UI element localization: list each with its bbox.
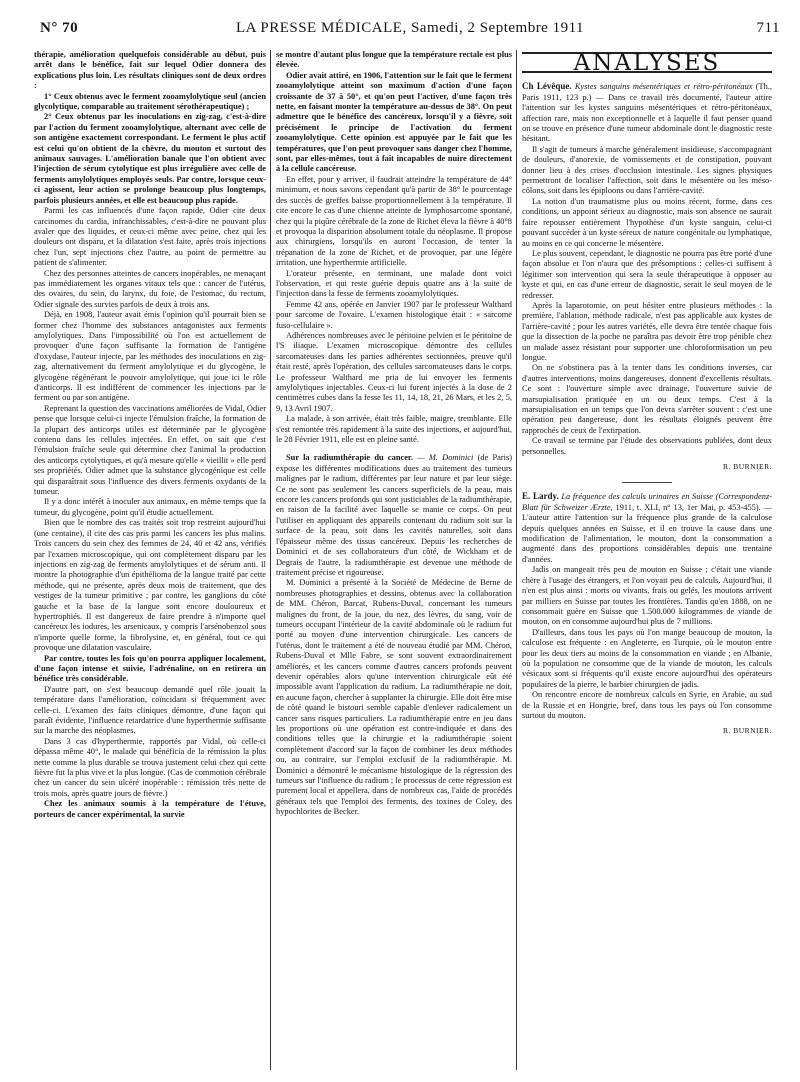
paragraph: Odier avait attiré, en 1906, l'attention sur le fait que le ferment zooamylolytique atteint son maximum d'action d'une façon croissante de 37 à 50°, et qu'on peut l'activer, d'une façon très nette, en faisant monter la température au-dessus de 38°. On peut admettre que le bénéfice des cancéreux, lorsqu'il y a fièvre, soit précisément le principe de l'activation du ferment zooamylolytique. Cette opinion est appuyée par le fait que les températures, que l'on peut provoquer sans danger chez l'homme, sont, par elles-mêmes, tout à fait incapables de nuire directement à la cellule cancéreuse. — [276, 70, 512, 174]
column-rule-left — [270, 50, 271, 1070]
article-title: Sur la radiumthérapie du cancer. — [286, 453, 413, 463]
analysis-title: La fréquence des calculs urinaires en Suisse — [561, 492, 713, 502]
analysis-author: Ch Lévêque. — [522, 81, 572, 92]
column-rule-right — [516, 50, 517, 1070]
paragraph: On ne s'obstinera pas à la tenter dans les conditions inverses, car d'autres interventions, moins dangereuses, donnent d'excellents résultats. Ce sont : l'ouverture simple avec drainage, l'ouverture suivie de marsupialisation pratiquée en un ou deux temps. C'est à la marsupialisation en un temps que l'on devra s'arrêter souvent : c'est une opération peu dangereuse, dont les résultats éloignés peuvent être rapprochés de ceux de l'extirpation. — [522, 363, 772, 435]
issue-number: N° 70 — [40, 20, 79, 36]
paragraph: Il s'agit de tumeurs à marche généralement insidieuse, s'accompagnant de douleurs, d'anorexie, de vomissements et de constipation, pouvant donner lieu à des crises d'occlusion intestinale. Les signes physiques permettront de localiser l'affection, soit dans le mésentère ou les méso-côlons, soit dans les épiploons ou dans l'arrière-cavité. — [522, 144, 772, 196]
analysis-intro — [522, 491, 772, 565]
column-2 — [276, 50, 512, 818]
analysis-intro — [522, 81, 772, 144]
analysis-body: Dans ce travail très documenté, l'auteur attire l'attention sur les kystes sanguins mésentériques et rétro-péritonéaux, affection rare, mais non exceptionnelle et à laquelle il faut penser quand on se trouve en présence d'une tumeur abdominale dont le diagnostic reste hésitant. — [522, 92, 773, 144]
paragraph: En effet, pour y arriver, il faudrait atteindre la température de 44° minimum, et nous savons cependant qu'à partir de 38° le pourcentage des succès de greffes baisse proportionnellement à la température. Il cite encore le cas d'une chienne atteinte de lymphosarcome spontané, chez qui la piqûre cérébrale de la zone de Richet éleva la fièvre à 40°8 et provoqua la disparition absolument totale du néoplasme. Il propose aux chirurgiens, lorsqu'ils en auront l'occasion, de tenter la trépanation de la zone de Richet, et de provoquer, par une légère irritation, une hyperthermie artificielle. — [276, 174, 512, 268]
paragraph: L'orateur présente, en terminant, une malade dont voici l'observation, et qui reste guérie depuis quatre ans à la suite de l'injection dans la fesse de ferments zooamylolytiques. — [276, 268, 512, 299]
paragraph: 1° Ceux obtenus avec le ferment zooamylolytique seul (ancien glycolytique, comparable au traitement sérothérapeutique) ; — [34, 91, 266, 112]
paragraph: se montre d'autant plus longue que la température rectale est plus élevée. — [276, 50, 512, 70]
article-paragraph — [276, 453, 512, 578]
journal-title: LA PRESSE MÉDICALE, Samedi, 2 Septembre 1911 — [235, 20, 585, 36]
paragraph: Jadis on mangeait très peu de mouton en Suisse ; c'était une viande chère à l'usage des étrangers, et l'on voyait peu de calculs. Aujourd'hui, il n'en est plus ainsi : morts ou vivants, frais ou gelés, les moutons arrivent par milliers en Suisse par toutes les frontières. Tandis qu'en 1888, on ne consommait guère en Suisse que 1.500.000 kilogrammes de viande de mouton, on en consomme aujourd'hui plus de 7 millions. — [522, 565, 772, 627]
paragraph: Chez des personnes atteintes de cancers inopérables, ne menaçant pas immédiatement les organes vitaux tels que : cancer de l'utérus, des ovaires, du sein, du larynx, du foie, de l'estomac, du rectum, Odier signale des survies parfois de deux à trois ans. — [34, 268, 266, 309]
paragraph: 2° Ceux obtenus par les inoculations en zig-zag, c'est-à-dire par l'action du ferment zooamylolytique, alternant avec celle de son antigène exactement correspondant. Le ferment le plus actif est celui qu'on obtient de la chèvre, du mouton et surtout des animaux sauvages. L'amélioration banale que l'on obtient avec l'injection de sérum cytolytique est plus irrégulière avec celle de ferments amylolytiques employés seuls. Par contre, lorsque ceux-ci agissent, leur action se prolonge beaucoup plus longtemps, parfois plusieurs années, et elle est beaucoup plus rapide. — [34, 112, 266, 205]
paragraph: thérapie, amélioration quelquefois considérable au début, puis arrêt dans le bénéfice, fait sur lequel Odier donnera des explications plus loin. Les résultats cliniques sont de deux ordres : — [34, 50, 266, 91]
paragraph: M. Dominici a présenté à la Société de Médecine de Berne de nombreuses photographies et dessins, obtenus avec la collaboration de MM. Chéron, Barcat, Rubens-Duval, concernant les tumeurs malignes du front, de la joue, du nez, des lèvres, du sang, voir de tumeurs occupant l'intérieur de la cavité abdominale où le radium fut porté au moyen d'une intervention chirurgicale. Les cancers de l'utérus, dont le traitement a été de nouveau étudié par MM. Chéron, Rubens-Duval et Mlle Fabre, se sont souvent extraordinairement améliorés, et les cancers comme d'autres cancers profonds peuvent devenir opérables alors qu'une intervention chirurgicale eût été impossible avant l'application du radium. La radiumthérapie ne doit, en aucune façon, chercher à supplanter la chirurgie. Elle doit être mise de côté quand le bistouri semble capable d'enlever radicalement un cancer sans risques particuliers. La radiumthérapie entre en jeu dans les proportions où une opération est contre-indiquée et dans des conditions telles que la chirurgie et la radiumthérapie soient complètement d'accord sur la façon de combiner les deux méthodes ou, au contraire, sur l'emploi exclusif de la radiumthérapie. M. Dominici a démontré le mécanisme histologique de la régression des tumeurs sur l'influence du radium ; le processus de cette régression est purement local et appellera, dans de nombreux cas, l'aide de procédés généraux tels que l'emploi des ferments, des toxines de Coley, des hypochlorites de Becker. — [276, 578, 512, 817]
paragraph: Après la laparotomie, on peut hésiter entre plusieurs méthodes : la première, l'ablation, méthode radicale, n'est pas applicable aux kystes de l'arrière-cavité ; pour les autres variétés, elle devra être tentée chaque fois que la dissection de la poche ne paraîtra pas devoir être trop pénible chez un malade assez résistant pour supporter une chloroformisation un peu longue. — [522, 300, 772, 362]
paragraph: Adhérences nombreuses avec le péritoine pelvien et le péritoine de l'S iliaque. L'examen microscopique démontre des cellules sarcomateuses dans les parties adhérentes sectionnées, preuve qu'il était resté, après l'opération, des cellules sarcomateuses dans le corps. Le professeur Walthard me pria de lui envoyer les ferments amylolytiques injectables. Ceux-ci lui furent injectés à la dose de 2 centimètres cubes dans la fesse les 11, 14, 18, 21, 26 Mars, et les 2, 5, 9, 13 Avril 1907. — [276, 330, 512, 413]
article-body: expose les différentes modifications dues au traitement des tumeurs malignes par le radium, différentes par leur nature et par leur siège. Ce ne sont pas seulement les cancers superficiels de la peau, mais encore les cancers profonds qui sont justiciables de la radiumthérapie, en raison de la facilité avec laquelle se manie ce corps. On peut l'utiliser en appliquant des appareils contenant du radium soit sur la surface de la peau, soit dans les cavités naturelles, soit dans l'épaisseur même des tissus cancéreux. Depuis les recherches de Dominici et de ses collaborateurs d'un côté, de Wickham et de Degrais de l'autre, la radiumthérapie est devenue une méthode de traitement précise et rigoureuse. — [276, 463, 512, 577]
paragraph: Parmi les cas influencés d'une façon rapide, Odier cite deux carcinomes du cardia, infranchissables, c'est-à-dire ne pouvant plus avaler que des liquides, et ceux-ci même avec peine, chez qui les douleurs ont disparu, et la dilatation s'est faite, après trois injections chez l'un, sept injections chez l'autre, au point de permettre au patient de s'alimenter. — [34, 206, 266, 268]
article-origin: (de Paris) — [477, 453, 513, 463]
analysis-journal: (Correspondenz-Blatt für Schweizer Ærzte, — [522, 492, 773, 512]
paragraph: D'ailleurs, dans tous les pays où l'on mange beaucoup de mouton, la calculose est fréquente : en Angleterre, en Turquie, où le mouton entre pour les deux tiers au moins de la consommation en viande ; en Albanie, où la population ne consomme que de la viande de mouton, les calculs vésicaux sont si fréquents qu'il existe encore aujourd'hui des opérateurs populaires de la pierre, le barbier chirurgien de jadis. — [522, 627, 772, 689]
paragraph: La malade, à son arrivée, était très faible, maigre, tremblante. Elle s'est remontée très rapidement à la suite des injections, et aujourd'hui, le 28 Février 1911, elle est en pleine santé. — [276, 414, 512, 445]
paragraph: Il y a donc intérêt à inoculer aux animaux, en même temps que la tumeur, du glycogène, point qu'il étudie actuellement. — [34, 497, 266, 517]
paragraph: Femme 42 ans, opérée en Janvier 1907 par le professeur Walthard pour sarcome de l'ovaire. L'examen histologique était : « sarcome fuso-cellulaire ». — [276, 299, 512, 330]
paragraph: Dans 3 cas d'hyperthermie, rapportés par Vidal, où celle-ci dépassa même 40°, le malade qui bénéficia de la rémission la plus nette comme la plus durable se trouva justement celui chez qui cette fièvre fut la plus vive et la plus longue. (Cas de commotion cérébrale chez un cancer du sein ulcéré inopérable : rémission très nette de trois mois, après quatre jours de fièvre.) — [34, 736, 266, 798]
signature: R. BURNIER. — [722, 462, 772, 472]
column-1 — [34, 50, 266, 820]
analysis-reference: (Th., Paris 1911, 123 p.) — — [522, 82, 773, 102]
paragraph: On rencontre encore de nombreux calculs en Syrie, en Arabie, au sud de la Russie et en Hongrie, bref, dans tous les pays où l'on consomme surtout du mouton. — [522, 690, 772, 720]
separator — [622, 482, 672, 483]
analysis-body: L'auteur attire l'attention sur la fréquence plus grande de la calculose depuis quelques années en Suisse, et il en trouve la cause dans une modification de l'alimentation, le mouton, dont la consommation a augmenté dans des proportions considérables depuis une trentaine d'années. — [522, 513, 772, 564]
paragraph: Bien que le nombre des cas traités soit trop restreint aujourd'hui (une centaine), il cite des cas pris parmi les cancers les plus malins. Trois cancers du sein chez des femmes de 24, 40 et 42 ans, vérifiés par l'examen microscopique, qui ont complètement disparu par les injections en zig-zag de ferments amylolytiques et de sérum anti. Il montre la photographie d'un épithélioma de la langue traité par cette méthode, qui ne présente, après deux mois de traitement, que des vestiges de la tumeur primitive ; par contre, les ganglions du côté gauche et la base de la langue sont encore douloureux et hypertrophiés. Il est dangereux de faire prendre à n'importe quel cancéreux les iodures, les arsenicaux, y compris l'arsénobenzol sous n'importe quelle forme, la fibrolysine, et, en général, tout ce qui provoque une dilatation vasculaire. — [34, 518, 266, 653]
signature: R. BURNIER. — [722, 726, 772, 736]
paragraph: D'autre part, on s'est beaucoup demandé quel rôle jouait la température dans l'amélioration, coïncidant si fréquemment avec celle-ci. L'examen des faits cliniques démontre, d'une façon qui paraît évidente, l'influence retardatrice d'une hyperthermie suffisante sur la marche des néoplasmes. — [34, 684, 266, 736]
column-3 — [522, 50, 772, 737]
paragraph: Par contre, toutes les fois qu'on pourra appliquer localement, d'une façon intense et suivie, l'adrénaline, on en retirera un bénéfice très considérable. — [34, 653, 266, 684]
article-author: — M. Dominici — [417, 453, 474, 463]
paragraph: Déjà, en 1908, l'auteur avait émis l'opinion qu'il pourrait bien se former chez l'homme des substances antagonistes aux ferments amylolytiques. Dans l'impossibilité où l'on est actuellement de provoquer d'une façon suffisante la formation de l'antigène d'oxydase, l'auteur injecte, par les méthodes des inoculations en zig-zag, alternativement du ferment amylolytique et du glycogène, le glycogène régénérant le pouvoir amylolytique, qui joue ici le rôle d'anticorps. Il est indifférent de commencer les injections par le ferment ou par son antigène. — [34, 310, 266, 403]
analysis-title: Kystes sanguins mésentériques et rétro-péritonéaux — [574, 82, 753, 92]
paragraph: Ce travail se termine par l'étude des observations publiées, dont deux personnelles. — [522, 436, 772, 456]
page-number: 711 — [756, 20, 780, 36]
section-title: ANALYSES — [522, 52, 772, 73]
paragraph: Chez les animaux soumis à la température de l'étuve, porteurs de cancer expérimental, la survie — [34, 799, 266, 819]
analysis-reference: 1911, t. XLI, n° 13, 1er Mai, p. 453-455). — — [615, 502, 772, 512]
paragraph: Le plus souvent, cependant, le diagnostic ne pourra pas être porté d'une façon absolue et l'on n'aura que des présomptions : celles-ci suffisent à légitimer son intervention qui sera la seule thérapeutique à opposer au kyste et qui, en cas d'une erreur de diagnostic, serait le seul moyen de le redresser. — [522, 248, 772, 300]
paragraph: La notion d'un traumatisme plus ou moins récent, forme, dans ces conditions, un appoint sérieux au diagnostic, mais son absence ne saurait faire repousser entièrement l'hypothèse d'un kyste sanguin, celui-ci pouvant succéder à un kyste séreux de nature congénitale ou lymphatique, au moins en ce qui concerne le mésentère. — [522, 196, 772, 248]
page-header — [40, 20, 780, 42]
analysis-author: E. Lardy. — [522, 491, 559, 502]
paragraph: Reprenant la question des vaccinations améliorées de Vidal, Odier pense que lorsque celui-ci injecte l'émulsion fraîche, la formation de la plupart des anticorps utiles est déterminée par le glycogène contenu dans les cellules injectées. En effet, on sait que c'est l'émulsion fraîche seule qui détermine chez l'animal la production des anticorps cytolytiques, et qu'à mesure qu'elle « vieillit » elle perd ses propriétés. Odier admet que la substance glycogénique est celle qui disparaîtrait sous l'influence des divers ferments oxydants de la tumeur. — [34, 403, 266, 497]
